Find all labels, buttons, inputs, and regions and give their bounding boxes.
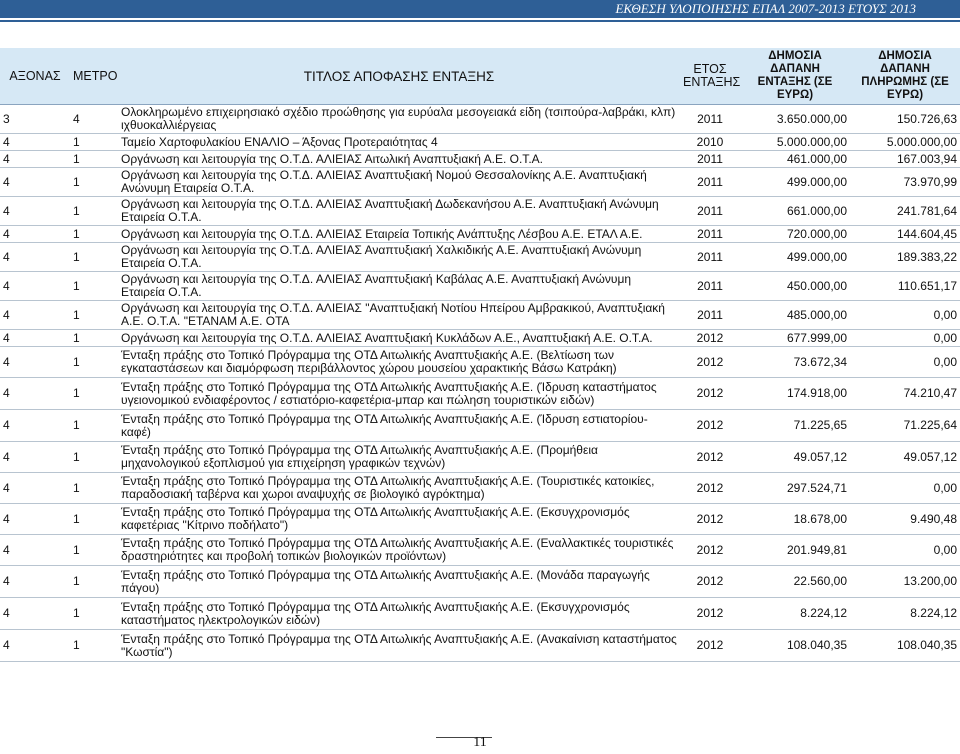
cell-year: 2011 bbox=[680, 105, 740, 134]
cell-measure: 1 bbox=[70, 243, 118, 272]
cell-public-payment: 241.781,64 bbox=[850, 197, 960, 226]
cell-public-payment: 0,00 bbox=[850, 535, 960, 566]
cell-year: 2012 bbox=[680, 330, 740, 347]
table-body bbox=[0, 105, 960, 662]
cell-axis: 4 bbox=[0, 197, 70, 226]
header-public-payment: ΔΗΜΟΣΙΑ ΔΑΠΑΝΗ ΠΛΗΡΩΜΗΣ (ΣΕ ΕΥΡΩ) bbox=[850, 48, 960, 105]
inclusion-decisions-table bbox=[0, 48, 960, 662]
cell-title: Οργάνωση και λειτουργία της Ο.Τ.Δ. ΑΛΙΕΙΑΣ Αναπτυξιακή Καβάλας Α.Ε. Αναπτυξιακή Ανώνυμη Εταιρεία Ο.Τ.Α. bbox=[118, 272, 680, 301]
cell-year: 2012 bbox=[680, 347, 740, 378]
cell-axis: 4 bbox=[0, 330, 70, 347]
cell-year: 2011 bbox=[680, 197, 740, 226]
cell-axis: 4 bbox=[0, 272, 70, 301]
cell-title: Ένταξη πράξης στο Τοπικό Πρόγραμμα της ΟΤΔ Αιτωλικής Αναπτυξιακής Α.Ε. (Προμήθεια μηχανολογικού εξοπλισμού για επιχείρηση γραφικών τεχνών) bbox=[118, 442, 680, 473]
cell-measure: 4 bbox=[70, 105, 118, 134]
cell-axis: 4 bbox=[0, 630, 70, 662]
cell-title: Οργάνωση και λειτουργία της Ο.Τ.Δ. ΑΛΙΕΙΑΣ Αναπτυξιακή Κυκλάδων Α.Ε., Αναπτυξιακή Α.Ε. Ο.Τ.Α. bbox=[118, 330, 680, 347]
cell-year: 2012 bbox=[680, 378, 740, 410]
table-row bbox=[0, 410, 960, 442]
header-measure: ΜΕΤΡΟ bbox=[70, 48, 118, 105]
table-row bbox=[0, 504, 960, 535]
cell-axis: 4 bbox=[0, 301, 70, 330]
table-row bbox=[0, 442, 960, 473]
cell-year: 2011 bbox=[680, 272, 740, 301]
cell-axis: 4 bbox=[0, 226, 70, 243]
cell-measure: 1 bbox=[70, 168, 118, 197]
table-row bbox=[0, 301, 960, 330]
cell-public-payment: 49.057,12 bbox=[850, 442, 960, 473]
cell-public-inclusion: 5.000.000,00 bbox=[740, 134, 850, 151]
cell-year: 2012 bbox=[680, 630, 740, 662]
table-row bbox=[0, 272, 960, 301]
header-title: ΤΙΤΛΟΣ ΑΠΟΦΑΣΗΣ ΕΝΤΑΞΗΣ bbox=[118, 48, 680, 105]
cell-public-payment: 13.200,00 bbox=[850, 566, 960, 598]
cell-axis: 4 bbox=[0, 473, 70, 504]
cell-public-payment: 167.003,94 bbox=[850, 151, 960, 168]
cell-title: Ένταξη πράξης στο Τοπικό Πρόγραμμα της ΟΤΔ Αιτωλικής Αναπτυξιακής Α.Ε. (Μονάδα παραγωγής πάγου) bbox=[118, 566, 680, 598]
page-number: 11 bbox=[473, 735, 487, 750]
running-header-band bbox=[0, 0, 960, 18]
header-axis: ΑΞΟΝΑΣ bbox=[0, 48, 70, 105]
table-row bbox=[0, 566, 960, 598]
cell-axis: 4 bbox=[0, 566, 70, 598]
cell-measure: 1 bbox=[70, 330, 118, 347]
table-row bbox=[0, 226, 960, 243]
cell-title: Ολοκληρωμένο επιχειρησιακό σχέδιο προώθησης για ευρύαλα μεσογειακά είδη (τσιπούρα-λαβράκι, κλπ) ιχθυοκαλλιέργειας bbox=[118, 105, 680, 134]
table-row bbox=[0, 105, 960, 134]
cell-title: Οργάνωση και λειτουργία της Ο.Τ.Δ. ΑΛΙΕΙΑΣ "Αναπτυξιακή Νοτίου Ηπείρου Αμβρακικού, Αναπτυξιακή Α.Ε. Ο.Τ.Α. "ΕΤΑΝΑΜ Α.Ε. ΟΤΑ bbox=[118, 301, 680, 330]
cell-public-inclusion: 201.949,81 bbox=[740, 535, 850, 566]
cell-measure: 1 bbox=[70, 272, 118, 301]
cell-year: 2012 bbox=[680, 473, 740, 504]
cell-public-payment: 9.490,48 bbox=[850, 504, 960, 535]
cell-axis: 3 bbox=[0, 105, 70, 134]
table-header-row bbox=[0, 48, 960, 105]
cell-public-payment: 0,00 bbox=[850, 473, 960, 504]
cell-public-inclusion: 174.918,00 bbox=[740, 378, 850, 410]
cell-measure: 1 bbox=[70, 378, 118, 410]
cell-title: Οργάνωση και λειτουργία της Ο.Τ.Δ. ΑΛΙΕΙΑΣ Αιτωλική Αναπτυξιακή Α.Ε. Ο.Τ.Α. bbox=[118, 151, 680, 168]
cell-title: Ένταξη πράξης στο Τοπικό Πρόγραμμα της ΟΤΔ Αιτωλικής Αναπτυξιακής Α.Ε. (Ίδρυση εστιατορίου-καφέ) bbox=[118, 410, 680, 442]
table-row bbox=[0, 378, 960, 410]
table-row bbox=[0, 630, 960, 662]
cell-public-inclusion: 49.057,12 bbox=[740, 442, 850, 473]
cell-title: Ένταξη πράξης στο Τοπικό Πρόγραμμα της ΟΤΔ Αιτωλικής Αναπτυξιακής Α.Ε. (Βελτίωση των εγκαταστάσεων και διαμόρφωση περιβάλλοντος χώρου μουσείου χαρακτικής Βάσω Κατράκη) bbox=[118, 347, 680, 378]
cell-public-payment: 71.225,64 bbox=[850, 410, 960, 442]
cell-measure: 1 bbox=[70, 301, 118, 330]
cell-measure: 1 bbox=[70, 535, 118, 566]
cell-year: 2010 bbox=[680, 134, 740, 151]
cell-public-inclusion: 8.224,12 bbox=[740, 598, 850, 630]
table-row bbox=[0, 243, 960, 272]
cell-public-payment: 0,00 bbox=[850, 301, 960, 330]
cell-measure: 1 bbox=[70, 410, 118, 442]
cell-title: Οργάνωση και λειτουργία της Ο.Τ.Δ. ΑΛΙΕΙΑΣ Εταιρεία Τοπικής Ανάπτυξης Λέσβου Α.Ε. ΕΤΑΛ Α.Ε. bbox=[118, 226, 680, 243]
cell-title: Ένταξη πράξης στο Τοπικό Πρόγραμμα της ΟΤΔ Αιτωλικής Αναπτυξιακής Α.Ε. (Ανακαίνιση καταστήματος "Κωστία") bbox=[118, 630, 680, 662]
cell-public-payment: 108.040,35 bbox=[850, 630, 960, 662]
cell-public-inclusion: 22.560,00 bbox=[740, 566, 850, 598]
cell-title: Ταμείο Χαρτοφυλακίου ΕΝΑΛΙΟ – Άξονας Προτεραιότητας 4 bbox=[118, 134, 680, 151]
table-row bbox=[0, 347, 960, 378]
cell-year: 2011 bbox=[680, 226, 740, 243]
cell-year: 2012 bbox=[680, 566, 740, 598]
cell-public-payment: 0,00 bbox=[850, 347, 960, 378]
cell-axis: 4 bbox=[0, 134, 70, 151]
cell-title: Οργάνωση και λειτουργία της Ο.Τ.Δ. ΑΛΙΕΙΑΣ Αναπτυξιακή Χαλκιδικής Α.Ε. Αναπτυξιακή Ανώνυμη Εταιρεία Ο.Τ.Α. bbox=[118, 243, 680, 272]
cell-measure: 1 bbox=[70, 197, 118, 226]
cell-public-inclusion: 677.999,00 bbox=[740, 330, 850, 347]
cell-measure: 1 bbox=[70, 226, 118, 243]
cell-public-payment: 150.726,63 bbox=[850, 105, 960, 134]
cell-public-payment: 0,00 bbox=[850, 330, 960, 347]
cell-title: Ένταξη πράξης στο Τοπικό Πρόγραμμα της ΟΤΔ Αιτωλικής Αναπτυξιακής Α.Ε. (Εναλλακτικές τουριστικές δραστηριότητες και προβολή τοπικών βιολογικών προϊόντων) bbox=[118, 535, 680, 566]
table-row bbox=[0, 168, 960, 197]
cell-year: 2011 bbox=[680, 168, 740, 197]
cell-title: Ένταξη πράξης στο Τοπικό Πρόγραμμα της ΟΤΔ Αιτωλικής Αναπτυξιακής Α.Ε. (Τουριστικές κατοικίες, παραδοσιακή ταβέρνα και χωροι αναψυχής σε βιολογικό αγρόκτημα) bbox=[118, 473, 680, 504]
running-header-title: ΕΚΘΕΣΗ ΥΛΟΠΟΙΗΣΗΣ ΕΠΑΛ 2007-2013 ΕΤΟΥΣ 2013 bbox=[615, 1, 916, 16]
cell-axis: 4 bbox=[0, 151, 70, 168]
header-rule bbox=[0, 20, 960, 22]
header-year: ΕΤΟΣ ΕΝΤΑΞΗΣ bbox=[680, 48, 740, 105]
cell-public-payment: 110.651,17 bbox=[850, 272, 960, 301]
cell-public-inclusion: 450.000,00 bbox=[740, 272, 850, 301]
cell-axis: 4 bbox=[0, 347, 70, 378]
cell-public-payment: 144.604,45 bbox=[850, 226, 960, 243]
cell-public-inclusion: 499.000,00 bbox=[740, 243, 850, 272]
table-row bbox=[0, 151, 960, 168]
table-row bbox=[0, 134, 960, 151]
table-row bbox=[0, 598, 960, 630]
cell-title: Ένταξη πράξης στο Τοπικό Πρόγραμμα της ΟΤΔ Αιτωλικής Αναπτυξιακής Α.Ε. (Εκσυγχρονισμός καφετέριας "Κίτρινο ποδήλατο") bbox=[118, 504, 680, 535]
cell-axis: 4 bbox=[0, 410, 70, 442]
table-row bbox=[0, 535, 960, 566]
header-public-inclusion: ΔΗΜΟΣΙΑ ΔΑΠΑΝΗ ΕΝΤΑΞΗΣ (ΣΕ ΕΥΡΩ) bbox=[740, 48, 850, 105]
cell-public-inclusion: 73.672,34 bbox=[740, 347, 850, 378]
cell-public-payment: 5.000.000,00 bbox=[850, 134, 960, 151]
cell-year: 2011 bbox=[680, 243, 740, 272]
cell-title: Ένταξη πράξης στο Τοπικό Πρόγραμμα της ΟΤΔ Αιτωλικής Αναπτυξιακής Α.Ε. (Εκσυγχρονισμός καταστήματος ηλεκτρολογικών ειδών) bbox=[118, 598, 680, 630]
cell-measure: 1 bbox=[70, 151, 118, 168]
cell-axis: 4 bbox=[0, 504, 70, 535]
cell-public-inclusion: 297.524,71 bbox=[740, 473, 850, 504]
table-row bbox=[0, 473, 960, 504]
cell-public-inclusion: 3.650.000,00 bbox=[740, 105, 850, 134]
cell-year: 2012 bbox=[680, 598, 740, 630]
cell-axis: 4 bbox=[0, 378, 70, 410]
cell-title: Οργάνωση και λειτουργία της Ο.Τ.Δ. ΑΛΙΕΙΑΣ Αναπτυξιακή Νομού Θεσσαλονίκης Α.Ε. Αναπτυξιακή Ανώνυμη Εταιρεία Ο.Τ.Α. bbox=[118, 168, 680, 197]
cell-public-inclusion: 661.000,00 bbox=[740, 197, 850, 226]
cell-public-inclusion: 18.678,00 bbox=[740, 504, 850, 535]
cell-public-inclusion: 71.225,65 bbox=[740, 410, 850, 442]
cell-measure: 1 bbox=[70, 504, 118, 535]
cell-public-payment: 73.970,99 bbox=[850, 168, 960, 197]
cell-axis: 4 bbox=[0, 168, 70, 197]
cell-year: 2011 bbox=[680, 301, 740, 330]
cell-axis: 4 bbox=[0, 243, 70, 272]
cell-public-inclusion: 485.000,00 bbox=[740, 301, 850, 330]
cell-public-inclusion: 461.000,00 bbox=[740, 151, 850, 168]
cell-measure: 1 bbox=[70, 566, 118, 598]
cell-year: 2012 bbox=[680, 410, 740, 442]
cell-measure: 1 bbox=[70, 347, 118, 378]
cell-axis: 4 bbox=[0, 535, 70, 566]
cell-year: 2012 bbox=[680, 504, 740, 535]
cell-measure: 1 bbox=[70, 630, 118, 662]
cell-measure: 1 bbox=[70, 442, 118, 473]
cell-measure: 1 bbox=[70, 134, 118, 151]
cell-public-inclusion: 720.000,00 bbox=[740, 226, 850, 243]
cell-public-payment: 74.210,47 bbox=[850, 378, 960, 410]
cell-year: 2011 bbox=[680, 151, 740, 168]
cell-public-inclusion: 108.040,35 bbox=[740, 630, 850, 662]
cell-axis: 4 bbox=[0, 442, 70, 473]
cell-title: Ένταξη πράξης στο Τοπικό Πρόγραμμα της ΟΤΔ Αιτωλικής Αναπτυξιακής Α.Ε. (Ίδρυση καταστήματος υγειονομικού ενδιαφέροντος / εστιατόριο-καφετέρια-μπαρ και πώληση τουριστικών ειδών) bbox=[118, 378, 680, 410]
cell-title: Οργάνωση και λειτουργία της Ο.Τ.Δ. ΑΛΙΕΙΑΣ Αναπτυξιακή Δωδεκανήσου Α.Ε. Αναπτυξιακή Ανώνυμη Εταιρεία Ο.Τ.Α. bbox=[118, 197, 680, 226]
table-row bbox=[0, 197, 960, 226]
table-row bbox=[0, 330, 960, 347]
cell-public-inclusion: 499.000,00 bbox=[740, 168, 850, 197]
cell-axis: 4 bbox=[0, 598, 70, 630]
cell-public-payment: 189.383,22 bbox=[850, 243, 960, 272]
cell-year: 2012 bbox=[680, 442, 740, 473]
cell-public-payment: 8.224,12 bbox=[850, 598, 960, 630]
cell-measure: 1 bbox=[70, 598, 118, 630]
cell-measure: 1 bbox=[70, 473, 118, 504]
cell-year: 2012 bbox=[680, 535, 740, 566]
